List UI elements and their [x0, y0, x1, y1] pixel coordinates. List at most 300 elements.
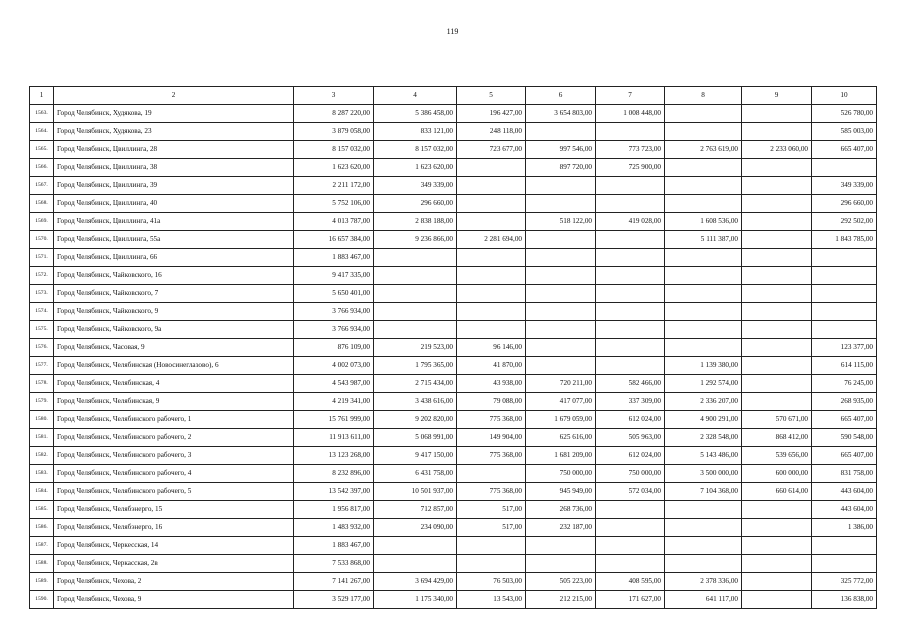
amount-cell-col-5: 775 368,00: [457, 447, 526, 465]
header-row: [30, 87, 877, 105]
table-row: [30, 393, 877, 411]
table-row: [30, 447, 877, 465]
amount-cell-col-3: 4 013 787,00: [294, 213, 374, 231]
amount-cell-col-8: 2 378 336,00: [665, 573, 742, 591]
table-row: [30, 465, 877, 483]
amount-cell-col-10: 665 407,00: [812, 447, 877, 465]
amount-cell-col-6: [526, 195, 596, 213]
amount-cell-col-6: [526, 303, 596, 321]
table-row: [30, 339, 877, 357]
amount-cell-col-8: 5 143 486,00: [665, 447, 742, 465]
amount-cell-col-4: [374, 537, 457, 555]
amount-cell-col-4: [374, 303, 457, 321]
amount-cell-col-6: [526, 537, 596, 555]
amount-cell-col-9: 600 000,00: [742, 465, 812, 483]
amount-cell-col-3: 1 623 620,00: [294, 159, 374, 177]
amount-cell-col-7: 572 034,00: [596, 483, 665, 501]
amount-cell-col-9: [742, 249, 812, 267]
amount-cell-col-5: 149 904,00: [457, 429, 526, 447]
amount-cell-col-4: 2 715 434,00: [374, 375, 457, 393]
amount-cell-col-3: 15 761 999,00: [294, 411, 374, 429]
amount-cell-col-9: 2 233 060,00: [742, 141, 812, 159]
address-cell: Город Челябинск, Цвиллинга, 41а: [54, 213, 294, 231]
table-row: [30, 501, 877, 519]
amount-cell-col-4: 2 838 188,00: [374, 213, 457, 231]
amount-cell-col-10: [812, 285, 877, 303]
amount-cell-col-4: 3 438 616,00: [374, 393, 457, 411]
address-cell: Город Челябинск, Цвиллинга, 66: [54, 249, 294, 267]
amount-cell-col-7: 612 024,00: [596, 447, 665, 465]
amount-cell-col-5: 43 938,00: [457, 375, 526, 393]
column-header-1: 1: [30, 87, 54, 105]
amount-cell-col-10: 443 604,00: [812, 501, 877, 519]
table-body: [30, 105, 877, 609]
amount-cell-col-10: 590 548,00: [812, 429, 877, 447]
amount-cell-col-10: 831 758,00: [812, 465, 877, 483]
amount-cell-col-4: 712 857,00: [374, 501, 457, 519]
amount-cell-col-4: 10 501 937,00: [374, 483, 457, 501]
address-cell: Город Челябинск, Цвиллинга, 28: [54, 141, 294, 159]
amount-cell-col-3: 1 883 467,00: [294, 249, 374, 267]
column-header-10: 10: [812, 87, 877, 105]
table-row: [30, 591, 877, 609]
amount-cell-col-6: [526, 285, 596, 303]
amount-cell-col-5: [457, 285, 526, 303]
address-cell: Город Челябинск, Челябинская, 4: [54, 375, 294, 393]
amount-cell-col-4: 296 660,00: [374, 195, 457, 213]
amount-cell-col-6: [526, 231, 596, 249]
row-number: 1585.: [30, 501, 54, 519]
row-number: 1566.: [30, 159, 54, 177]
address-cell: Город Челябинск, Чайковского, 7: [54, 285, 294, 303]
amount-cell-col-7: 505 963,00: [596, 429, 665, 447]
row-number: 1588.: [30, 555, 54, 573]
row-number: 1570.: [30, 231, 54, 249]
amount-cell-col-10: 296 660,00: [812, 195, 877, 213]
address-cell: Город Челябинск, Челябинского рабочего, 4: [54, 465, 294, 483]
amount-cell-col-8: 2 763 619,00: [665, 141, 742, 159]
amount-cell-col-10: 585 003,00: [812, 123, 877, 141]
amount-cell-col-7: 612 024,00: [596, 411, 665, 429]
amount-cell-col-5: [457, 177, 526, 195]
amount-cell-col-7: [596, 231, 665, 249]
amount-cell-col-3: 5 752 106,00: [294, 195, 374, 213]
amount-cell-col-10: 443 604,00: [812, 483, 877, 501]
table-row: [30, 321, 877, 339]
address-cell: Город Челябинск, Черкесская, 14: [54, 537, 294, 555]
amount-cell-col-10: [812, 555, 877, 573]
amount-cell-col-10: 123 377,00: [812, 339, 877, 357]
amount-cell-col-6: [526, 267, 596, 285]
amount-cell-col-9: [742, 195, 812, 213]
amount-cell-col-5: [457, 321, 526, 339]
amount-cell-col-5: [457, 303, 526, 321]
amount-cell-col-6: [526, 555, 596, 573]
address-cell: Город Челябинск, Челябинского рабочего, 3: [54, 447, 294, 465]
address-cell: Город Челябинск, Чехова, 2: [54, 573, 294, 591]
amount-cell-col-8: 3 500 000,00: [665, 465, 742, 483]
amount-cell-col-8: [665, 195, 742, 213]
amount-cell-col-4: 8 157 032,00: [374, 141, 457, 159]
address-cell: Город Челябинск, Худякова, 23: [54, 123, 294, 141]
amount-cell-col-5: [457, 213, 526, 231]
address-cell: Город Челябинск, Цвиллинга, 38: [54, 159, 294, 177]
row-number: 1584.: [30, 483, 54, 501]
row-number: 1579.: [30, 393, 54, 411]
row-number: 1578.: [30, 375, 54, 393]
row-number: 1573.: [30, 285, 54, 303]
address-cell: Город Челябинск, Цвиллинга, 55а: [54, 231, 294, 249]
table-row: [30, 267, 877, 285]
amount-cell-col-10: [812, 249, 877, 267]
amount-cell-col-5: [457, 267, 526, 285]
amount-cell-col-3: 7 533 868,00: [294, 555, 374, 573]
amount-cell-col-5: [457, 537, 526, 555]
amount-cell-col-5: 248 118,00: [457, 123, 526, 141]
amount-cell-col-3: 4 002 073,00: [294, 357, 374, 375]
amount-cell-col-5: [457, 249, 526, 267]
row-number: 1583.: [30, 465, 54, 483]
amount-cell-col-3: 2 211 172,00: [294, 177, 374, 195]
data-table: [29, 86, 877, 609]
row-number: 1574.: [30, 303, 54, 321]
column-header-9: 9: [742, 87, 812, 105]
amount-cell-col-9: [742, 231, 812, 249]
amount-cell-col-9: [742, 375, 812, 393]
column-header-3: 3: [294, 87, 374, 105]
amount-cell-col-7: [596, 555, 665, 573]
amount-cell-col-6: 750 000,00: [526, 465, 596, 483]
amount-cell-col-7: [596, 177, 665, 195]
table-row: [30, 213, 877, 231]
amount-cell-col-3: 13 542 397,00: [294, 483, 374, 501]
amount-cell-col-8: [665, 123, 742, 141]
amount-cell-col-4: [374, 267, 457, 285]
address-cell: Город Челябинск, Чайковского, 16: [54, 267, 294, 285]
amount-cell-col-10: 665 407,00: [812, 411, 877, 429]
amount-cell-col-5: [457, 159, 526, 177]
amount-cell-col-10: [812, 267, 877, 285]
amount-cell-col-10: 268 935,00: [812, 393, 877, 411]
amount-cell-col-10: 665 407,00: [812, 141, 877, 159]
address-cell: Город Челябинск, Часовая, 9: [54, 339, 294, 357]
amount-cell-col-7: 419 028,00: [596, 213, 665, 231]
amount-cell-col-8: 1 292 574,00: [665, 375, 742, 393]
amount-cell-col-6: 720 211,00: [526, 375, 596, 393]
amount-cell-col-6: [526, 123, 596, 141]
amount-cell-col-8: [665, 249, 742, 267]
address-cell: Город Челябинск, Черкасская, 2в: [54, 555, 294, 573]
row-number: 1567.: [30, 177, 54, 195]
column-header-6: 6: [526, 87, 596, 105]
amount-cell-col-8: 2 336 207,00: [665, 393, 742, 411]
amount-cell-col-9: [742, 213, 812, 231]
row-number: 1564.: [30, 123, 54, 141]
amount-cell-col-10: 1 843 785,00: [812, 231, 877, 249]
amount-cell-col-6: 417 077,00: [526, 393, 596, 411]
row-number: 1571.: [30, 249, 54, 267]
table-row: [30, 159, 877, 177]
address-cell: Город Челябинск, Чехова, 9: [54, 591, 294, 609]
amount-cell-col-3: 7 141 267,00: [294, 573, 374, 591]
amount-cell-col-6: 997 546,00: [526, 141, 596, 159]
amount-cell-col-5: [457, 555, 526, 573]
amount-cell-col-3: 5 650 401,00: [294, 285, 374, 303]
amount-cell-col-9: [742, 321, 812, 339]
address-cell: Город Челябинск, Худякова, 19: [54, 105, 294, 123]
amount-cell-col-3: 8 157 032,00: [294, 141, 374, 159]
table-row: [30, 249, 877, 267]
amount-cell-col-8: [665, 555, 742, 573]
amount-cell-col-10: [812, 303, 877, 321]
table-row: [30, 555, 877, 573]
amount-cell-col-5: 96 146,00: [457, 339, 526, 357]
column-header-5: 5: [457, 87, 526, 105]
amount-cell-col-9: 539 656,00: [742, 447, 812, 465]
address-cell: Город Челябинск, Чайковского, 9а: [54, 321, 294, 339]
amount-cell-col-8: [665, 537, 742, 555]
address-cell: Город Челябинск, Челябинского рабочего, 5: [54, 483, 294, 501]
amount-cell-col-4: 9 202 820,00: [374, 411, 457, 429]
table-row: [30, 123, 877, 141]
amount-cell-col-5: 775 368,00: [457, 411, 526, 429]
column-header-7: 7: [596, 87, 665, 105]
amount-cell-col-3: 9 417 335,00: [294, 267, 374, 285]
address-cell: Город Челябинск, Цвиллинга, 40: [54, 195, 294, 213]
row-number: 1586.: [30, 519, 54, 537]
table-row: [30, 411, 877, 429]
amount-cell-col-8: 2 328 548,00: [665, 429, 742, 447]
amount-cell-col-9: [742, 267, 812, 285]
row-number: 1575.: [30, 321, 54, 339]
amount-cell-col-3: 3 529 177,00: [294, 591, 374, 609]
amount-cell-col-7: [596, 501, 665, 519]
table-row: [30, 177, 877, 195]
amount-cell-col-4: 9 417 150,00: [374, 447, 457, 465]
amount-cell-col-8: [665, 267, 742, 285]
amount-cell-col-4: 1 175 340,00: [374, 591, 457, 609]
amount-cell-col-10: 292 502,00: [812, 213, 877, 231]
address-cell: Город Челябинск, Челябинская (Новосинеглазово), 6: [54, 357, 294, 375]
amount-cell-col-5: 517,00: [457, 501, 526, 519]
amount-cell-col-8: [665, 321, 742, 339]
amount-cell-col-4: 3 694 429,00: [374, 573, 457, 591]
table-row: [30, 231, 877, 249]
amount-cell-col-10: 526 780,00: [812, 105, 877, 123]
table-header: [30, 87, 877, 105]
table-row: [30, 195, 877, 213]
row-number: 1563.: [30, 105, 54, 123]
amount-cell-col-9: [742, 501, 812, 519]
amount-cell-col-9: [742, 303, 812, 321]
amount-cell-col-7: [596, 123, 665, 141]
amount-cell-col-7: [596, 339, 665, 357]
amount-cell-col-8: [665, 177, 742, 195]
column-header-4: 4: [374, 87, 457, 105]
amount-cell-col-8: 1 608 536,00: [665, 213, 742, 231]
amount-cell-col-9: [742, 519, 812, 537]
amount-cell-col-8: [665, 105, 742, 123]
amount-cell-col-6: 268 736,00: [526, 501, 596, 519]
amount-cell-col-7: 408 595,00: [596, 573, 665, 591]
amount-cell-col-9: [742, 159, 812, 177]
amount-cell-col-8: [665, 285, 742, 303]
row-number: 1581.: [30, 429, 54, 447]
amount-cell-col-3: 3 879 058,00: [294, 123, 374, 141]
amount-cell-col-6: [526, 357, 596, 375]
amount-cell-col-4: 234 090,00: [374, 519, 457, 537]
amount-cell-col-5: 13 543,00: [457, 591, 526, 609]
amount-cell-col-4: 5 068 991,00: [374, 429, 457, 447]
amount-cell-col-7: 773 723,00: [596, 141, 665, 159]
amount-cell-col-9: [742, 591, 812, 609]
amount-cell-col-6: [526, 177, 596, 195]
amount-cell-col-3: 11 913 611,00: [294, 429, 374, 447]
amount-cell-col-8: 1 139 380,00: [665, 357, 742, 375]
amount-cell-col-6: [526, 321, 596, 339]
address-cell: Город Челябинск, Челябэнерго, 15: [54, 501, 294, 519]
amount-cell-col-3: 4 219 341,00: [294, 393, 374, 411]
amount-cell-col-6: 1 679 059,00: [526, 411, 596, 429]
amount-cell-col-10: [812, 321, 877, 339]
amount-cell-col-7: 337 309,00: [596, 393, 665, 411]
amount-cell-col-3: 876 109,00: [294, 339, 374, 357]
amount-cell-col-7: 582 466,00: [596, 375, 665, 393]
table-row: [30, 357, 877, 375]
amount-cell-col-7: [596, 285, 665, 303]
amount-cell-col-9: [742, 339, 812, 357]
amount-cell-col-9: [742, 123, 812, 141]
table-row: [30, 141, 877, 159]
amount-cell-col-8: [665, 339, 742, 357]
amount-cell-col-7: [596, 519, 665, 537]
table-row: [30, 375, 877, 393]
amount-cell-col-9: [742, 177, 812, 195]
amount-cell-col-9: [742, 393, 812, 411]
row-number: 1580.: [30, 411, 54, 429]
amount-cell-col-9: [742, 357, 812, 375]
amount-cell-col-5: 76 503,00: [457, 573, 526, 591]
amount-cell-col-8: [665, 501, 742, 519]
amount-cell-col-5: 196 427,00: [457, 105, 526, 123]
amount-cell-col-8: 641 117,00: [665, 591, 742, 609]
page-number: 119: [446, 27, 459, 36]
address-cell: Город Челябинск, Челябинского рабочего, 2: [54, 429, 294, 447]
address-cell: Город Челябинск, Цвиллинга, 39: [54, 177, 294, 195]
amount-cell-col-10: [812, 159, 877, 177]
amount-cell-col-7: 1 008 448,00: [596, 105, 665, 123]
amount-cell-col-7: 750 000,00: [596, 465, 665, 483]
amount-cell-col-9: 868 412,00: [742, 429, 812, 447]
row-number: 1576.: [30, 339, 54, 357]
amount-cell-col-6: 212 215,00: [526, 591, 596, 609]
amount-cell-col-6: 232 187,00: [526, 519, 596, 537]
amount-cell-col-10: [812, 537, 877, 555]
table-row: [30, 573, 877, 591]
row-number: 1565.: [30, 141, 54, 159]
amount-cell-col-6: 3 654 803,00: [526, 105, 596, 123]
amount-cell-col-10: 1 386,00: [812, 519, 877, 537]
amount-cell-col-5: 517,00: [457, 519, 526, 537]
amount-cell-col-10: 136 838,00: [812, 591, 877, 609]
table-row: [30, 519, 877, 537]
amount-cell-col-6: 1 681 209,00: [526, 447, 596, 465]
row-number: 1589.: [30, 573, 54, 591]
amount-cell-col-10: 349 339,00: [812, 177, 877, 195]
amount-cell-col-5: 723 677,00: [457, 141, 526, 159]
amount-cell-col-5: 79 088,00: [457, 393, 526, 411]
amount-cell-col-6: 625 616,00: [526, 429, 596, 447]
amount-cell-col-7: [596, 537, 665, 555]
table-row: [30, 285, 877, 303]
address-cell: Город Челябинск, Челябэнерго, 16: [54, 519, 294, 537]
table-row: [30, 537, 877, 555]
amount-cell-col-4: 5 386 458,00: [374, 105, 457, 123]
amount-cell-col-4: [374, 285, 457, 303]
amount-cell-col-6: [526, 249, 596, 267]
table-row: [30, 429, 877, 447]
address-cell: Город Челябинск, Челябинского рабочего, 1: [54, 411, 294, 429]
address-cell: Город Челябинск, Челябинская, 9: [54, 393, 294, 411]
amount-cell-col-9: [742, 285, 812, 303]
address-cell: Город Челябинск, Чайковского, 9: [54, 303, 294, 321]
row-number: 1582.: [30, 447, 54, 465]
amount-cell-col-5: [457, 465, 526, 483]
amount-cell-col-9: [742, 555, 812, 573]
amount-cell-col-3: 3 766 934,00: [294, 303, 374, 321]
table-row: [30, 105, 877, 123]
amount-cell-col-4: [374, 555, 457, 573]
amount-cell-col-6: 945 949,00: [526, 483, 596, 501]
amount-cell-col-5: [457, 195, 526, 213]
amount-cell-col-10: 76 245,00: [812, 375, 877, 393]
amount-cell-col-3: 13 123 268,00: [294, 447, 374, 465]
amount-cell-col-7: [596, 357, 665, 375]
amount-cell-col-3: 1 483 932,00: [294, 519, 374, 537]
amount-cell-col-7: [596, 195, 665, 213]
amount-cell-col-7: [596, 321, 665, 339]
amount-cell-col-6: [526, 339, 596, 357]
amount-cell-col-5: 775 368,00: [457, 483, 526, 501]
amount-cell-col-8: 7 104 368,00: [665, 483, 742, 501]
column-header-2: 2: [54, 87, 294, 105]
amount-cell-col-3: 1 883 467,00: [294, 537, 374, 555]
amount-cell-col-8: [665, 303, 742, 321]
amount-cell-col-6: 505 223,00: [526, 573, 596, 591]
amount-cell-col-7: [596, 303, 665, 321]
amount-cell-col-7: [596, 267, 665, 285]
amount-cell-col-4: 349 339,00: [374, 177, 457, 195]
amount-cell-col-8: [665, 519, 742, 537]
amount-cell-col-9: [742, 105, 812, 123]
row-number: 1587.: [30, 537, 54, 555]
amount-cell-col-10: 614 115,00: [812, 357, 877, 375]
amount-cell-col-4: 6 431 758,00: [374, 465, 457, 483]
amount-cell-col-7: [596, 249, 665, 267]
row-number: 1569.: [30, 213, 54, 231]
amount-cell-col-3: 8 287 220,00: [294, 105, 374, 123]
amount-cell-col-9: 660 614,00: [742, 483, 812, 501]
amount-cell-col-3: 4 543 987,00: [294, 375, 374, 393]
amount-cell-col-6: 518 122,00: [526, 213, 596, 231]
amount-cell-col-7: 171 627,00: [596, 591, 665, 609]
amount-cell-col-3: 3 766 934,00: [294, 321, 374, 339]
amount-cell-col-7: 725 900,00: [596, 159, 665, 177]
amount-cell-col-9: [742, 537, 812, 555]
column-header-8: 8: [665, 87, 742, 105]
amount-cell-col-4: [374, 249, 457, 267]
amount-cell-col-4: [374, 321, 457, 339]
